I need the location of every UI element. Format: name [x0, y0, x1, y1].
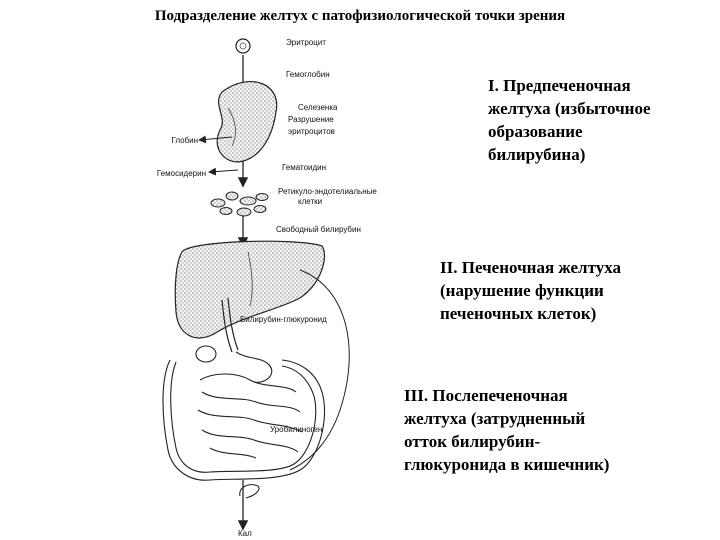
label-spleen-destruction: Разрушение [288, 115, 334, 124]
hemosiderin-arrow [210, 170, 238, 172]
page-title: Подразделение желтух с патофизиологической точки зрения [154, 8, 566, 24]
gallbladder-shape [196, 346, 216, 362]
erythrocyte-shape [236, 39, 250, 53]
hepatic-jaundice-text: II. Печеночная желтуха (нарушение функции печеночных клеток) [440, 258, 621, 323]
label-free-bilirubin: Свободный билирубин [276, 225, 361, 234]
label-hemoglobin: Гемоглобин [286, 70, 330, 79]
prehepatic-jaundice-text: I. Предпеченочная желтуха (избыточное образование билирубина) [488, 76, 651, 164]
spleen-shape [217, 82, 277, 162]
label-spleen-erythrocytes: эритроцитов [288, 127, 335, 136]
label-urobilinogen: Уробилиноген [270, 425, 323, 434]
label-feces: Кал [238, 529, 252, 538]
reticuloendothelial-cells [211, 192, 268, 216]
label-res-cells-2: клетки [298, 197, 323, 206]
label-globin: Глобин [171, 136, 198, 145]
label-hematoidin: Гематоидин [282, 163, 327, 172]
label-bilirubin-glucuronide: Билирубин-глюкуронид [240, 315, 327, 324]
label-hemosiderin: Гемосидерин [156, 169, 206, 178]
label-spleen: Селезенка [298, 103, 338, 112]
posthepatic-jaundice-text: III. Послепеченочная желтуха (затрудненный отток билирубин- глюкуронида в кишечник) [404, 386, 610, 474]
label-erythrocyte: Эритроцит [286, 38, 326, 47]
label-res-cells: Ретикуло-эндотелиальные [278, 187, 377, 196]
